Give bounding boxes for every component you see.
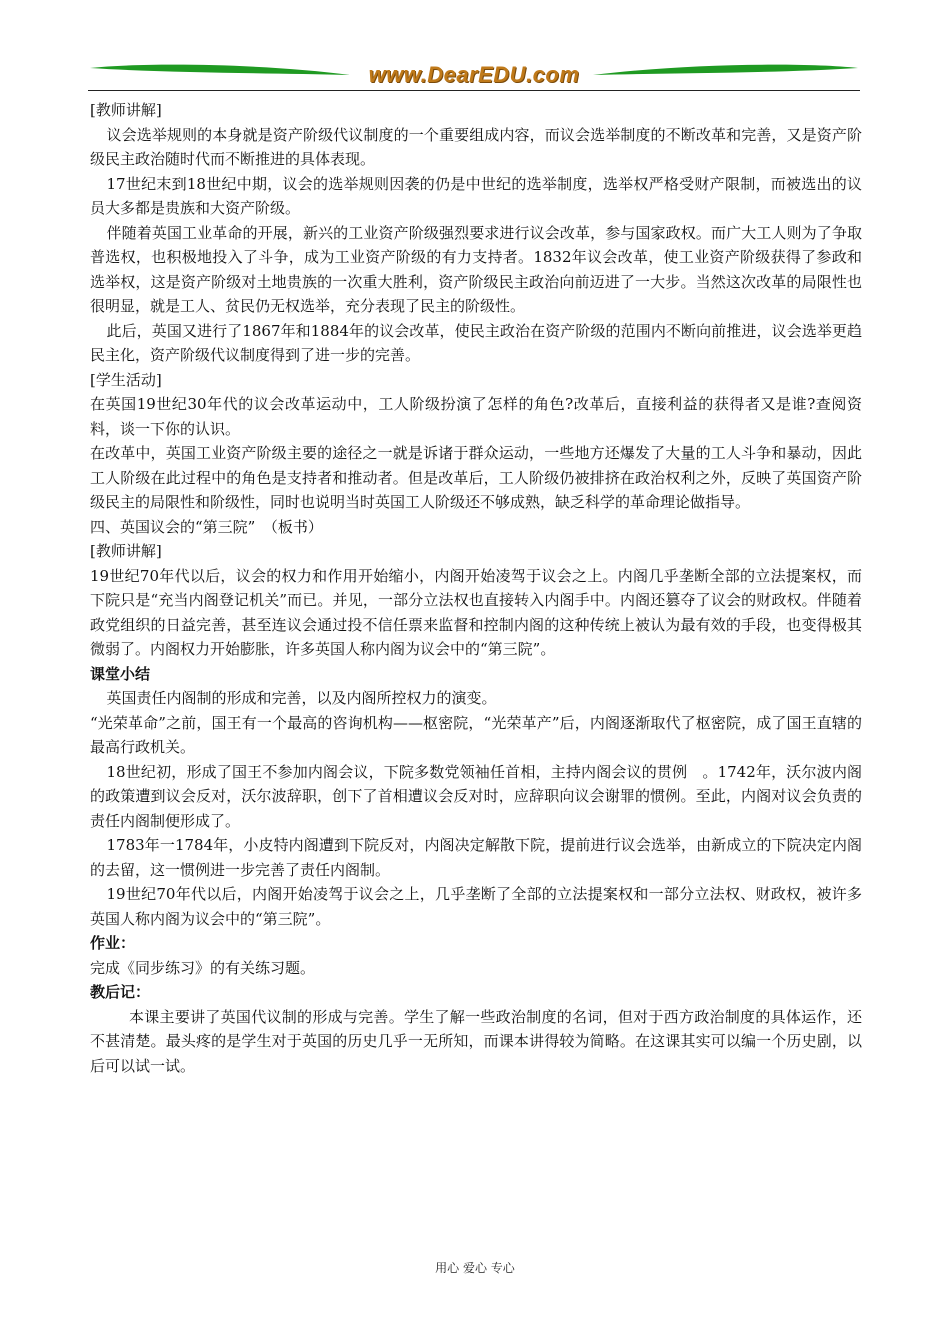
paragraph: 19世纪70年代以后，议会的权力和作用开始缩小，内阁开始凌驾于议会之上。内阁几乎垄断全部的立法提案权，而下院只是“充当内阁登记机关”而已。并见，一部分立法权也直接转入内阁手中。内阁还篡夺了议会的财政权。伴随着政党组织的日益完善，甚至连议会通过投不信任票来监督和控制内阁的这种传统上被认为最有效的手段，也变得极其微弱了。内阁权力开始膨胀，许多英国人称内阁为议会中的“第三院”。 [90,566,862,658]
paragraph: 议会选举规则的本身就是资产阶级代议制度的一个重要组成内容，而议会选举制度的不断改革和完善，又是资产阶级民主政治随时代而不断推进的具体表现。 [90,125,862,168]
section-heading: 四、英国议会的“第三院” （板书） [90,517,323,536]
paragraph: 此后，英国又进行了1867年和1884年的议会改革，使民主政治在资产阶级的范围内不断向前推进，议会选举更趋民主化，资产阶级代议制度得到了进一步的完善。 [90,321,862,364]
paragraph: 完成《同步练习》的有关练习题。 [90,958,316,977]
paragraph: 1783年一1784年，小皮特内阁遭到下院反对，内阁决定解散下院，提前进行议会选举，由新成立的下院决定内阁的去留，这一惯例进一步完善了责任内阁制。 [90,836,862,879]
paragraph: 英国责任内阁制的形成和完善，以及内阁所控权力的演变。 [106,689,497,707]
homework-heading: 作业： [90,934,136,952]
page-footer: 用心 爱心 专心 [435,1261,515,1275]
section-label-teacher: [教师讲解] [90,542,162,560]
paragraph: 本课主要讲了英国代议制的形成与完善。学生了解一些政治制度的名词，但对于西方政治制度的具体运作，还不甚清楚。最头疼的是学生对于英国的历史几乎一无所知，而课本讲得较为简略。在这课其实可以编一个历史剧，以后可以试一试。 [90,1007,862,1075]
paragraph: 17世纪末到18世纪中期，议会的选举规则因袭的仍是中世纪的选举制度，选举权严格受财产限制，而被选出的议员大多都是贵族和大资产阶级。 [90,174,862,217]
paragraph: 在英国19世纪30年代的议会改革运动中，工人阶级扮演了怎样的角色?改革后，直接利益的获得者又是谁?查阅资料，谈一下你的认识。 [90,395,862,438]
paragraph: “光荣革命”之前，国王有一个最高的咨询机构——枢密院，“光荣革产”后，内阁逐渐取代了枢密院，成了国王直辖的最高行政机关。 [90,713,862,756]
paragraph: 18世纪初，形成了国王不参加内阁会议，下院多数党领袖任首相，主持内阁会议的贯例 。1742年，沃尔波内阁的政策遭到议会反对，沃尔波辞职，创下了首相遭议会反对时，应辞职向议会谢罪的惯例。至此，内阁对议会负责的责任内阁制便形成了。 [90,762,862,830]
site-brand: www.DearEDU.com [368,62,580,87]
section-label-student: [学生活动] [90,370,162,389]
section-label-teacher: [教师讲解] [90,101,162,119]
summary-heading: 课堂小结 [90,664,151,683]
document-body [90,98,862,1078]
header-divider [88,90,860,91]
paragraph: 在改革中，英国工业资产阶级主要的途径之一就是诉诸于群众运动，一些地方还爆发了大量的工人斗争和暴动，因此工人阶级在此过程中的角色是支持者和推动者。但是改革后，工人阶级仍被排挤在政治权利之外，反映了英国资产阶级民主的局限性和阶级性，同时也说明当时英国工人阶级还不够成熟，缺乏科学的革命理论做指导。 [90,444,862,511]
paragraph: 伴随着英国工业革命的开展，新兴的工业资产阶级强烈要求进行议会改革，参与国家政权。而广大工人则为了争取普选权，也积极地投入了斗争，成为工业资产阶级的有力支持者。1832年议会改革，使工业资产阶级获得了参政和选举权，这是资产阶级对土地贵族的一次重大胜利，资产阶级民主政治向前迈进了一大步。当然这次改革的局限性也很明显，就是工人、贫民仍无权选举，充分表现了民主的阶级性。 [90,223,862,315]
site-header [88,60,860,90]
reflection-heading: 教后记： [90,983,151,1001]
paragraph: 19世纪70年代以后，内阁开始凌驾于议会之上，几乎垄断了全部的立法提案权和一部分立法权、财政权，被许多英国人称内阁为议会中的“第三院”。 [90,885,862,928]
